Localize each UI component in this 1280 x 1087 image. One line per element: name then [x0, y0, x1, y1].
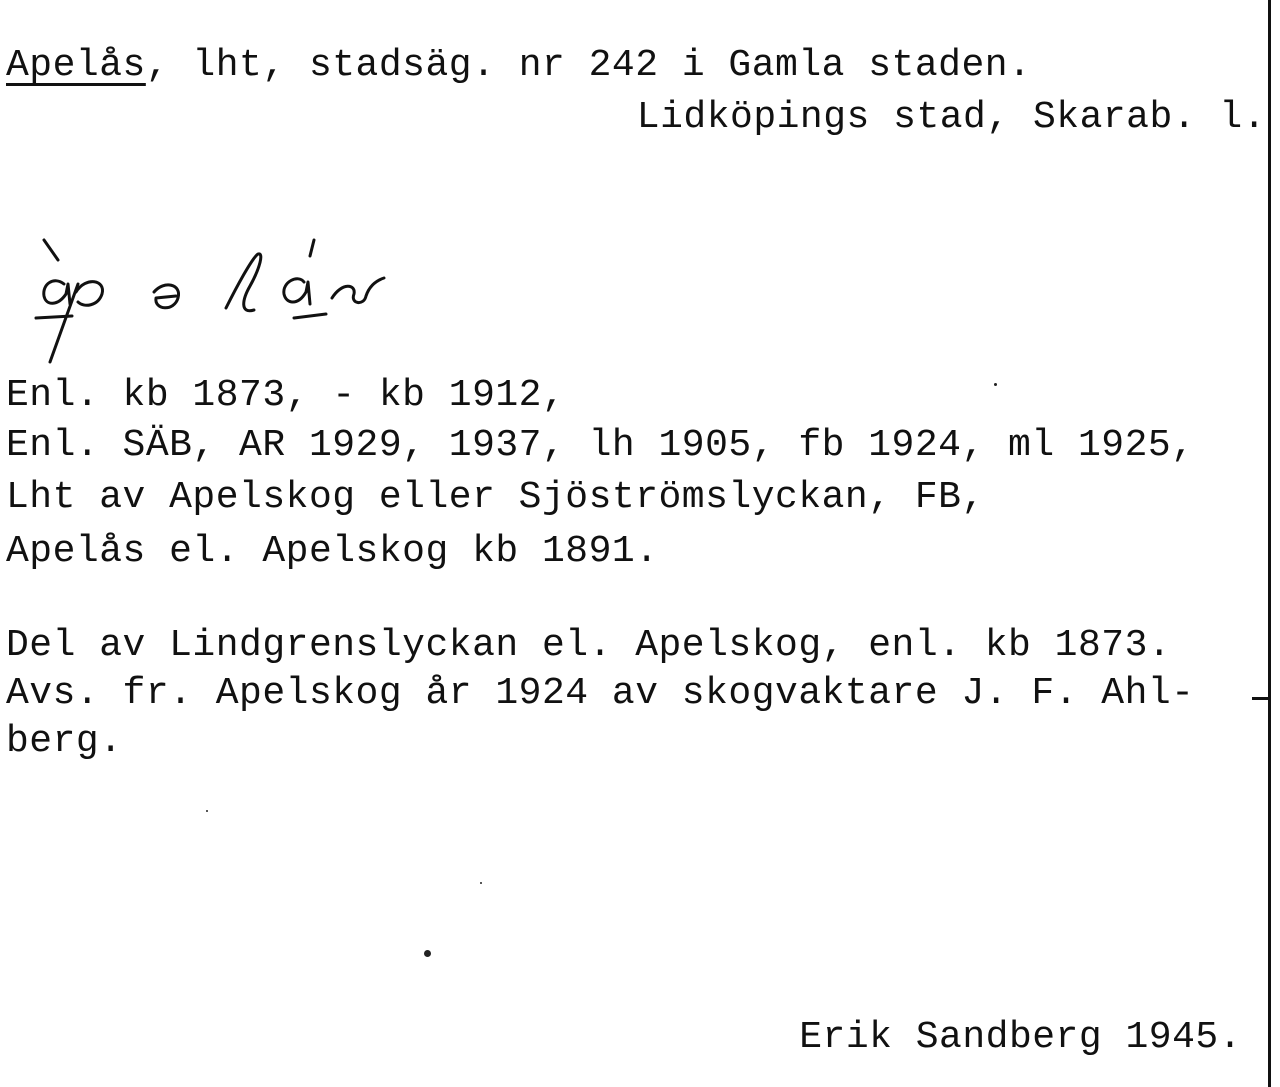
- header-rest: , lht, stadsäg. nr 242 i Gamla staden.: [145, 44, 1032, 87]
- headword: Apelås: [6, 44, 146, 87]
- source-line-2: Enl. SÄB, AR 1929, 1937, lh 1905, fb 1924, ml 1925,: [6, 424, 1195, 467]
- border-tick-mark: [1252, 697, 1270, 700]
- source-line-4: Apelås el. Apelskog kb 1891.: [6, 530, 659, 573]
- source-line-3: Lht av Apelskog eller Sjöströmslyckan, FB,: [6, 476, 985, 519]
- note-line-2: Avs. fr. Apelskog år 1924 av skogvaktare J. F. Ahl-: [6, 672, 1195, 715]
- handwritten-pronunciation: [14, 222, 394, 372]
- signature: Erik Sandberg 1945.: [799, 1016, 1242, 1059]
- note-line-3: berg.: [6, 720, 123, 763]
- location-line: Lidköpings stad, Skarab. l.: [636, 96, 1266, 139]
- card-right-border: [1268, 0, 1271, 1087]
- source-line-1: Enl. kb 1873, - kb 1912,: [6, 374, 566, 417]
- ink-speck: [480, 882, 482, 884]
- ink-speck: [206, 810, 208, 812]
- header-line: [6, 44, 1031, 88]
- note-line-1: Del av Lindgrenslyckan el. Apelskog, enl. kb 1873.: [6, 624, 1172, 667]
- ink-speck: [994, 383, 997, 386]
- ink-speck: [424, 950, 431, 957]
